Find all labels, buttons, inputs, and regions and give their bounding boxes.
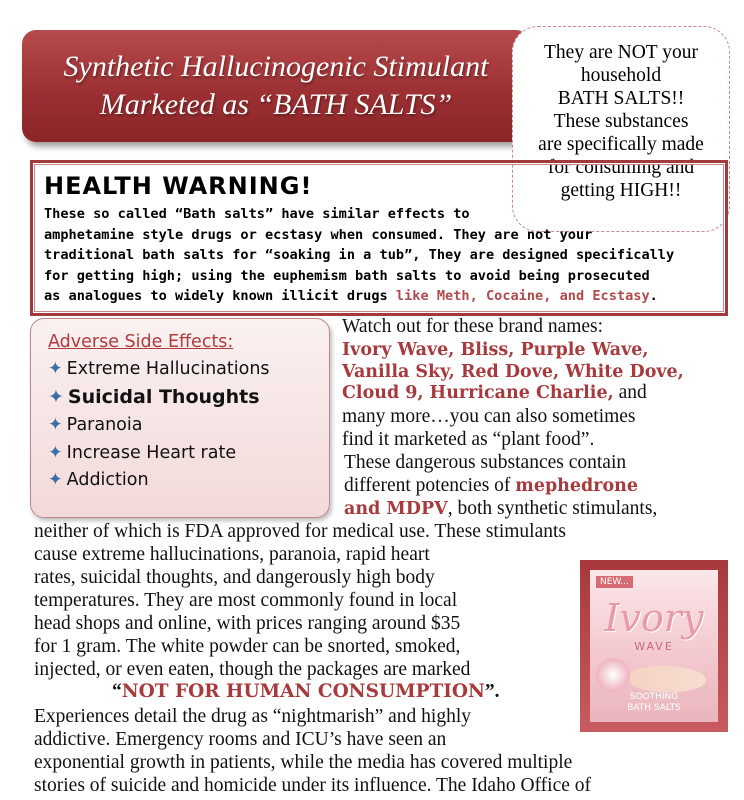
body-line: stories of suicide and homicide under its influence. The Idaho Office of <box>34 775 592 796</box>
side-effect-label: Paranoia <box>66 415 143 435</box>
health-warning-text <box>44 204 720 307</box>
warning-line: traditional bath salts for “soaking in a tub”, They are designed specifically <box>44 247 675 263</box>
warning-line <box>44 286 720 307</box>
brands-intro: Watch out for these brand names: <box>342 316 604 337</box>
brands-line: find it marketed as “plant food”. <box>342 429 595 450</box>
warning-line-start: as analogues to widely known illicit drugs <box>44 288 396 304</box>
callout-line: They are NOT your <box>544 42 698 63</box>
callout-line: household <box>580 65 662 86</box>
warning-line: amphetamine style drugs or ecstasy when consumed. They are not your <box>44 226 593 243</box>
product-bottom-line: BATH SALTS <box>627 703 681 713</box>
quote-close: ”. <box>484 681 500 702</box>
side-effect-label: Suicidal Thoughts <box>67 386 260 408</box>
side-effect-item <box>48 415 142 435</box>
callout-line: are specifically made <box>538 134 704 155</box>
side-effect-label: Addiction <box>66 470 149 490</box>
star-icon: ✦ <box>48 470 63 490</box>
body-line: cause extreme hallucinations, paranoia, rapid heart <box>34 544 430 565</box>
body-text: different potencies of <box>344 475 516 496</box>
product-bottom-line: SOOTHING <box>629 692 679 702</box>
warning-line-end: . <box>649 288 658 304</box>
brands-line: Vanilla Sky, Red Dove, White Dove, <box>342 362 684 382</box>
body-line: rates, suicidal thoughts, and dangerously high body <box>34 567 435 588</box>
title-line-1: Synthetic Hallucinogenic Stimulant <box>63 50 489 83</box>
star-icon: ✦ <box>48 359 63 379</box>
body-text: , both synthetic stimulants, <box>447 498 658 519</box>
brands-line: Ivory Wave, Bliss, Purple Wave, <box>342 340 649 360</box>
side-effect-item <box>48 470 149 490</box>
drug-name: and MDPV <box>344 499 448 519</box>
side-effect-label: Extreme Hallucinations <box>66 359 270 379</box>
body-line <box>344 475 638 497</box>
callout-line: BATH SALTS!! <box>557 88 685 109</box>
body-line: temperatures. They are most commonly found in local <box>34 590 458 611</box>
star-icon: ✦ <box>48 415 63 435</box>
callout-line: for consuming and <box>547 157 695 178</box>
body-line: injected, or even eaten, though the packages are marked <box>34 659 471 680</box>
side-effects-heading: Adverse Side Effects: <box>48 332 234 352</box>
body-line: neither of which is FDA approved for medical use. These stimulants <box>34 521 566 542</box>
title-line-2: Marketed as “BATH SALTS” <box>99 88 453 121</box>
body-line: These dangerous substances contain <box>344 452 627 473</box>
body-line: addictive. Emergency rooms and ICU’s have seen an <box>34 729 447 750</box>
side-effect-item <box>48 386 260 408</box>
warning-line: These so called “Bath salts” have similar effects to <box>44 206 470 222</box>
foot-icon <box>630 666 706 692</box>
warning-drug-list: like Meth, Cocaine, and Ecstasy <box>395 288 650 304</box>
flower-icon <box>596 658 630 692</box>
star-icon: ✦ <box>48 443 63 463</box>
brands-line <box>342 382 647 404</box>
body-line: exponential growth in patients, while the media has covered multiple <box>34 752 573 773</box>
callout-line: getting HIGH!! <box>560 180 682 201</box>
brands-line: many more…you can also sometimes <box>342 406 636 427</box>
not-for-consumption-notice <box>112 681 500 703</box>
side-effect-label: Increase Heart rate <box>66 443 237 463</box>
product-image <box>580 560 728 732</box>
side-effect-item <box>48 359 270 379</box>
body-line <box>344 498 657 520</box>
health-warning-heading: HEALTH WARNING! <box>44 172 313 200</box>
body-line: Experiences detail the drug as “nightmarish” and highly <box>34 706 471 727</box>
title-banner <box>22 30 530 142</box>
side-effect-item <box>48 443 236 463</box>
brands-names: Cloud 9, Hurricane Charlie, <box>342 383 614 403</box>
product-name: Ivory <box>604 596 704 640</box>
product-package <box>590 570 718 722</box>
body-line: for 1 gram. The white powder can be snorted, smoked, <box>34 636 461 657</box>
quote-open: “ <box>112 681 122 702</box>
brands-tail: and <box>613 382 647 403</box>
product-bottom-label <box>590 692 718 714</box>
callout-line: These substances <box>553 111 689 132</box>
warning-line: for getting high; using the euphemism bath salts to avoid being prosecuted <box>44 267 650 284</box>
drug-name: mephedrone <box>515 476 639 496</box>
star-icon: ✦ <box>48 386 64 408</box>
product-new-tag: NEW... <box>596 576 633 588</box>
notice-text: NOT FOR HUMAN CONSUMPTION <box>121 681 485 702</box>
body-line: head shops and online, with prices ranging around $35 <box>34 613 461 634</box>
product-subname: WAVE <box>634 640 674 653</box>
